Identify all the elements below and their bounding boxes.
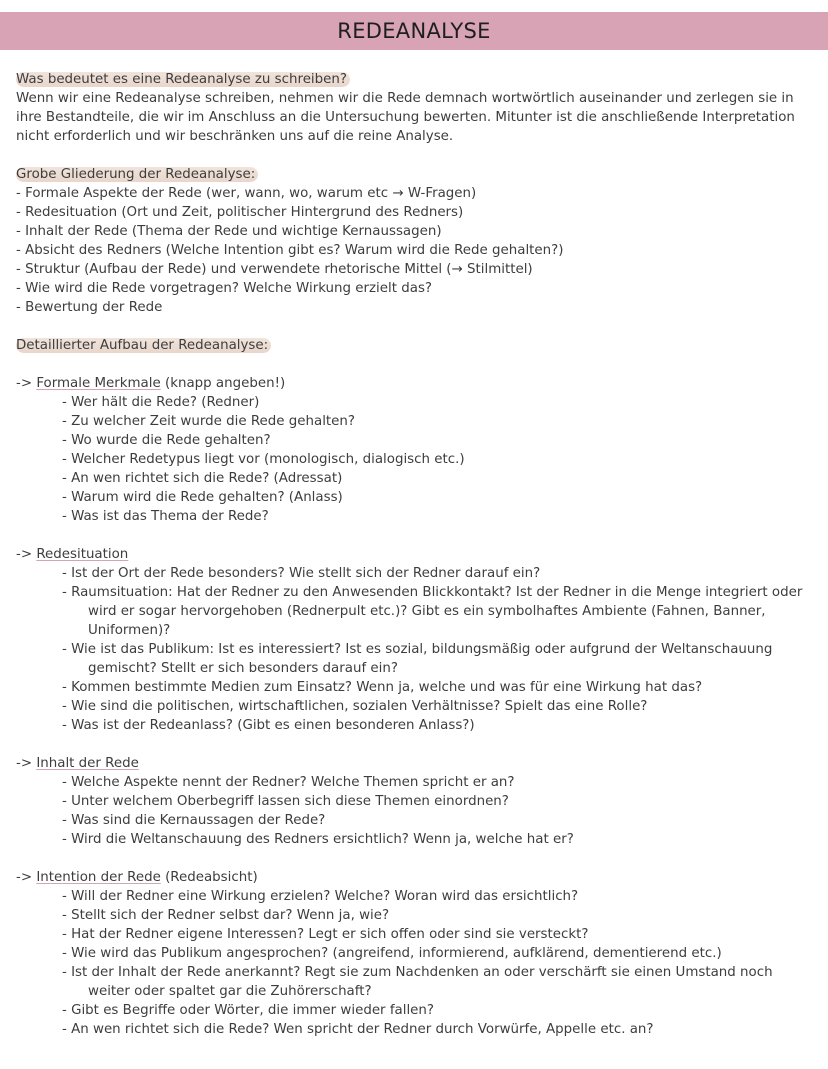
section-title: Redesituation xyxy=(36,547,129,562)
section-2 xyxy=(16,545,816,735)
section-item-continued: Uniformen)? xyxy=(88,623,171,638)
section-item: - Welche Aspekte nennt der Redner? Welche Themen spricht er an? xyxy=(62,775,515,790)
section-item: - Wer hält die Rede? (Redner) xyxy=(62,395,260,410)
section-heading xyxy=(16,374,816,393)
section-item: - Unter welchem Oberbegriff lassen sich diese Themen einordnen? xyxy=(62,794,509,809)
section-title: Formale Merkmale xyxy=(36,376,161,391)
grob-item: - Inhalt der Rede (Thema der Rede und wichtige Kernaussagen) xyxy=(16,224,442,239)
section-item: - Wie ist das Publikum: Ist es interessiert? Ist es sozial, bildungsmäßig oder aufgrund der Weltanschauung xyxy=(62,642,773,657)
section-item: - Raumsituation: Hat der Redner zu den Anwesenden Blickkontakt? Ist der Redner in die Menge integriert oder xyxy=(62,585,803,600)
detail-heading-text: Detaillierter Aufbau der Redeanalyse: xyxy=(16,338,271,353)
section-1 xyxy=(16,374,816,526)
arrow-marker: -> xyxy=(16,870,37,885)
section-item: - An wen richtet sich die Rede? Wen spricht der Redner durch Vorwürfe, Appelle etc. an? xyxy=(62,1022,654,1037)
section-heading xyxy=(16,754,816,773)
document-body xyxy=(16,70,816,1039)
section-item: - Wie wird das Publikum angesprochen? (angreifend, informierend, aufklärend, dementierend etc.) xyxy=(62,946,722,961)
page-title: REDEANALYSE xyxy=(0,12,828,50)
section-suffix: (knapp angeben!) xyxy=(160,376,286,391)
section-item: - Was sind die Kernaussagen der Rede? xyxy=(62,813,326,828)
grob-item: - Wie wird die Rede vorgetragen? Welche Wirkung erzielt das? xyxy=(16,281,433,296)
section-item: - Warum wird die Rede gehalten? (Anlass) xyxy=(62,490,343,505)
section-item: - Will der Redner eine Wirkung erzielen? Welche? Woran wird das ersichtlich? xyxy=(62,889,579,904)
section-item: - Wo wurde die Rede gehalten? xyxy=(62,433,271,448)
intro-heading-text: Was bedeutet es eine Redeanalyse zu schreiben? xyxy=(16,72,350,87)
section-suffix: (Redeabsicht) xyxy=(160,870,258,885)
intro-heading xyxy=(16,70,816,89)
grob-item: - Struktur (Aufbau der Rede) und verwendete rhetorische Mittel (→ Stilmittel) xyxy=(16,262,533,277)
section-title: Inhalt der Rede xyxy=(36,756,139,771)
arrow-marker: -> xyxy=(16,547,37,562)
section-item-continued: gemischt? Stellt er sich besonders darauf ein? xyxy=(88,661,398,676)
section-item: - Was ist das Thema der Rede? xyxy=(62,509,269,524)
section-item: - Ist der Inhalt der Rede anerkannt? Regt sie zum Nachdenken an oder verschärft sie einen Umstand noch xyxy=(62,965,773,980)
grob-heading xyxy=(16,165,816,184)
detail-sections xyxy=(16,374,816,1039)
section-item: - Kommen bestimmte Medien zum Einsatz? Wenn ja, welche und was für eine Wirkung hat das? xyxy=(62,680,703,695)
section-3 xyxy=(16,754,816,849)
grob-item: - Formale Aspekte der Rede (wer, wann, wo, warum etc → W-Fragen) xyxy=(16,186,477,201)
section-item-continued: wird er sogar hervorgehoben (Rednerpult etc.)? Gibt es ein symbolhaftes Ambiente (Fahnen, Banner, xyxy=(88,604,766,619)
section-4 xyxy=(16,868,816,1039)
section-item: - Wie sind die politischen, wirtschaftlichen, sozialen Verhältnisse? Spielt das eine Rolle? xyxy=(62,699,648,714)
section-heading xyxy=(16,868,816,887)
section-item-continued: weiter oder spaltet gar die Zuhörerschaft? xyxy=(88,984,372,999)
intro-line: nicht erforderlich und wir beschränken uns auf die reine Analyse. xyxy=(16,129,454,144)
grob-item: - Absicht des Redners (Welche Intention gibt es? Warum wird die Rede gehalten?) xyxy=(16,243,564,258)
grob-item: - Redesituation (Ort und Zeit, politischer Hintergrund des Redners) xyxy=(16,205,464,220)
section-item: - Gibt es Begriffe oder Wörter, die immer wieder fallen? xyxy=(62,1003,435,1018)
section-item: - Welcher Redetypus liegt vor (monologisch, dialogisch etc.) xyxy=(62,452,465,467)
section-item: - Wird die Weltanschauung des Redners ersichtlich? Wenn ja, welche hat er? xyxy=(62,832,574,847)
grob-heading-text: Grobe Gliederung der Redeanalyse: xyxy=(16,167,258,182)
arrow-marker: -> xyxy=(16,376,37,391)
intro-line: ihre Bestandteile, die wir im Anschluss an die Untersuchung bewerten. Mitunter ist die anschließende Interpretation xyxy=(16,110,795,125)
section-heading xyxy=(16,545,816,564)
section-title: Intention der Rede xyxy=(36,870,161,885)
detail-heading xyxy=(16,336,816,355)
grob-item: - Bewertung der Rede xyxy=(16,300,163,315)
section-item: - Was ist der Redeanlass? (Gibt es einen besonderen Anlass?) xyxy=(62,718,475,733)
intro-line: Wenn wir eine Redeanalyse schreiben, nehmen wir die Rede demnach wortwörtlich auseinander und zerlegen sie in xyxy=(16,91,794,106)
section-item: - Ist der Ort der Rede besonders? Wie stellt sich der Redner darauf ein? xyxy=(62,566,541,581)
section-item: - Zu welcher Zeit wurde die Rede gehalten? xyxy=(62,414,355,429)
section-item: - Stellt sich der Redner selbst dar? Wenn ja, wie? xyxy=(62,908,390,923)
section-item: - Hat der Redner eigene Interessen? Legt er sich offen oder sind sie versteckt? xyxy=(62,927,589,942)
section-item: - An wen richtet sich die Rede? (Adressat) xyxy=(62,471,343,486)
arrow-marker: -> xyxy=(16,756,37,771)
